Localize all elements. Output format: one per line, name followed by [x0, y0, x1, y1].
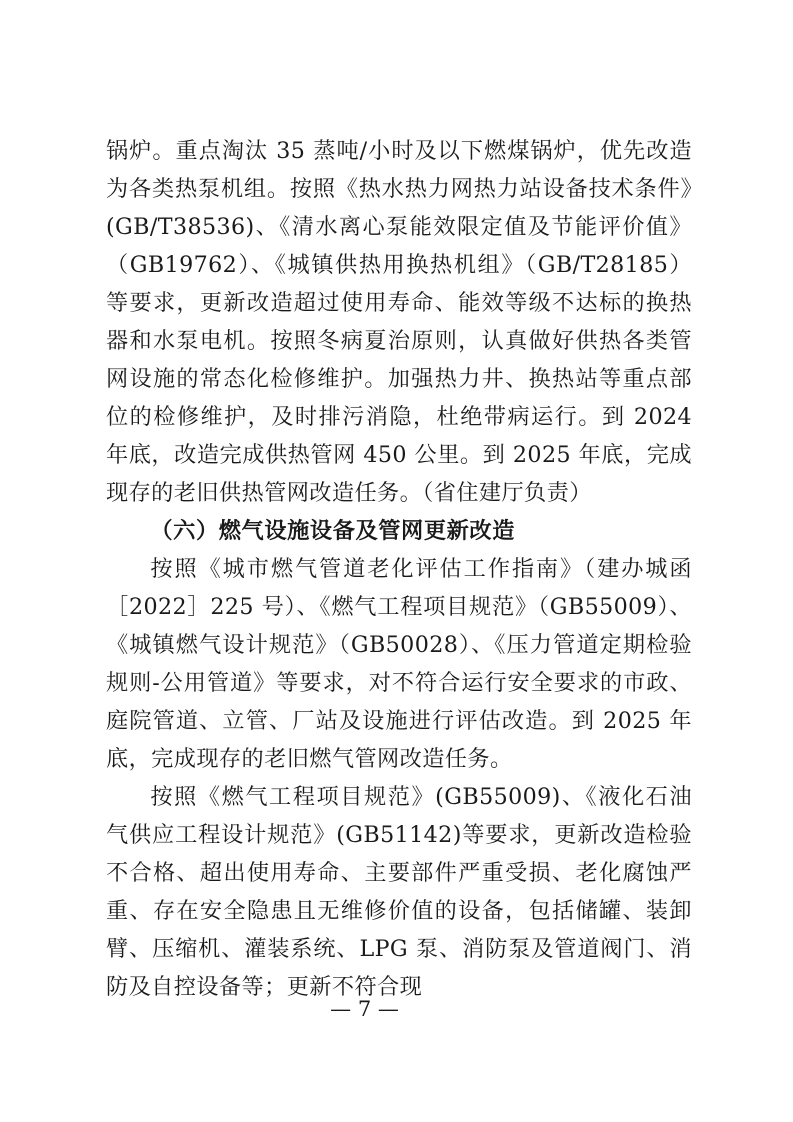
paragraph-heating-boilers: 锅炉。重点淘汰 35 蒸吨/小时及以下燃煤锅炉，优先改造为各类热泵机组。按照《热水热力网热力站设备技术条件》(GB/T38536)、《清水离心泵能效限定值及节能评价值》（GB19762）、《城镇供热用换热机组》（GB/T28185）等要求，更新改造超过使用寿命、能效等级不达标的换热器和水泵电机。按照冬病夏治原则，认真做好供热各类管网设施的常态化检修维护。加强热力井、换热站等重点部位的检修维护，及时排污消隐，杜绝带病运行。到 2024 年底，改造完成供热管网 450 公里。到 2025 年底，完成现存的老旧供热管网改造任务。（省住建厅负责）: [106, 138, 692, 506]
page-number: — 7 —: [330, 997, 399, 1021]
paragraph-gas-pipeline-assessment: 按照《城市燃气管道老化评估工作指南》（建办城函［2022］225 号）、《燃气工程项目规范》（GB55009）、《城镇燃气设计规范》（GB50028）、《压力管道定期检验规则-公用管道》等要求，对不符合运行安全要求的市政、庭院管道、立管、厂站及设施进行评估改造。到 2025 年底，完成现存的老旧燃气管网改造任务。: [106, 556, 692, 772]
paragraph-gas-equipment-renewal: 按照《燃气工程项目规范》(GB55009)、《液化石油气供应工程设计规范》(GB51142)等要求，更新改造检验不合格、超出使用寿命、主要部件严重受损、老化腐蚀严重、存在安全隐患且无维修价值的设备，包括储罐、装卸臂、压缩机、灌装系统、LPG 泵、消防泵及管道阀门、消防及自控设备等；更新不符合现: [106, 784, 692, 1000]
heading-section-six: （六）燃气设施设备及管网更新改造: [150, 518, 515, 544]
document-text-column: [106, 132, 692, 1006]
